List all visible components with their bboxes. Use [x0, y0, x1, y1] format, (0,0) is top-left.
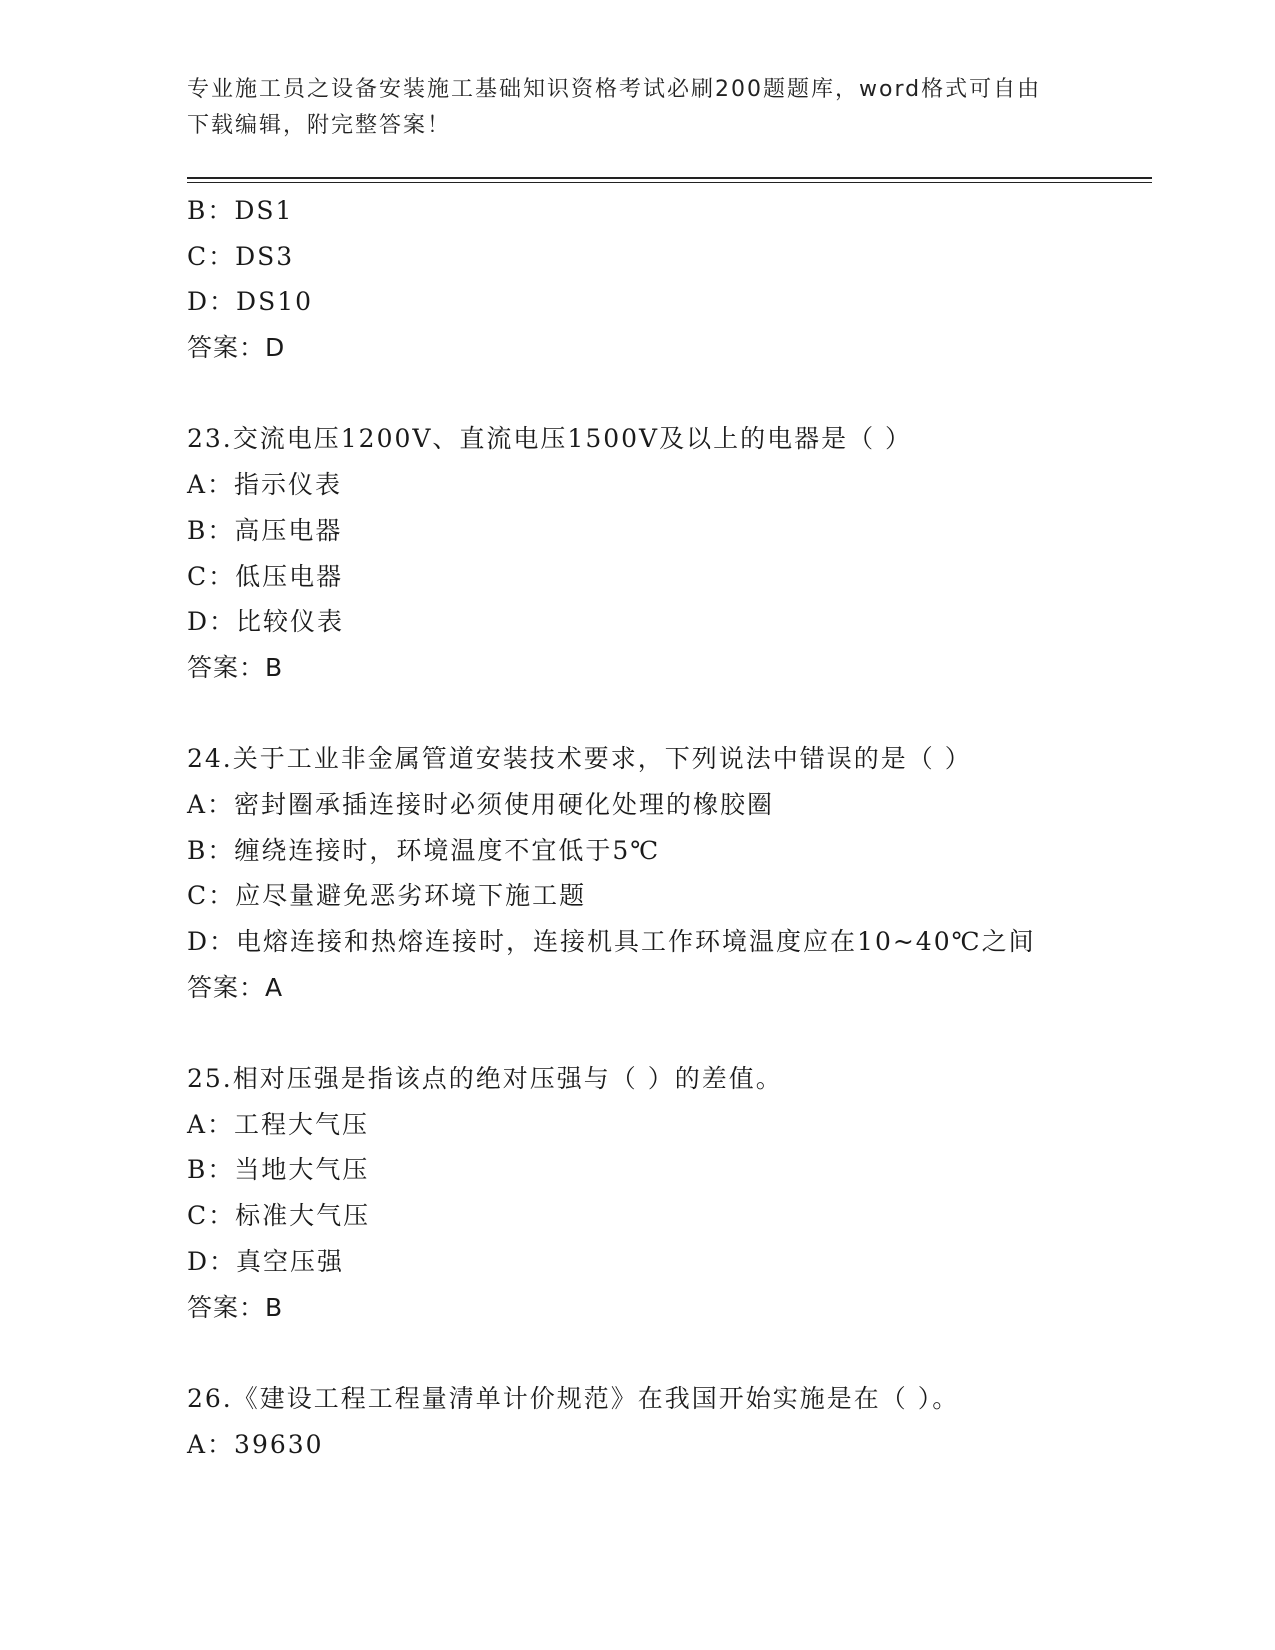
option-c: C：低压电器 — [187, 561, 344, 591]
option-a: A：密封圈承插连接时必须使用硬化处理的橡胶圈 — [187, 789, 775, 819]
header-line-1: 专业施工员之设备安装施工基础知识资格考试必刷200题题库，word格式可自由 — [187, 77, 1042, 102]
question-text: 25.相对压强是指该点的绝对压强与（ ）的差值。 — [187, 1064, 783, 1094]
header-rule-thin — [187, 182, 1152, 183]
header-line-2: 下载编辑，附完整答案！ — [187, 113, 452, 138]
question-26 — [187, 1376, 1147, 1467]
header-rule-thick — [187, 177, 1152, 179]
option-b: B：缠绕连接时，环境温度不宜低于5℃ — [187, 835, 661, 865]
question-24 — [187, 736, 1147, 1010]
question-list — [187, 188, 1147, 1467]
spacer — [187, 691, 1147, 737]
option-a: A：工程大气压 — [187, 1109, 370, 1139]
option-a: A：指示仪表 — [187, 470, 343, 500]
question-text: 23.交流电压1200V、直流电压1500V及以上的电器是（ ） — [187, 424, 913, 454]
option-a: A：39630 — [187, 1429, 324, 1459]
question-text: 24.关于工业非金属管道安装技术要求，下列说法中错误的是（ ） — [187, 744, 972, 774]
option-d: D：比较仪表 — [187, 607, 345, 637]
question-text: 26.《建设工程工程量清单计价规范》在我国开始实施是在（ ）。 — [187, 1383, 960, 1413]
option-c: C：应尽量避免恶劣环境下施工题 — [187, 881, 587, 911]
spacer — [187, 1010, 1147, 1056]
document-header — [187, 72, 1067, 144]
option-d: D：真空压强 — [187, 1246, 345, 1276]
option-c: C：标准大气压 — [187, 1201, 371, 1231]
option-c: C：DS3 — [187, 241, 295, 271]
answer: 答案：A — [187, 972, 284, 1002]
option-d: D：DS10 — [187, 287, 314, 317]
question-23 — [187, 416, 1147, 690]
option-b: B：当地大气压 — [187, 1155, 370, 1185]
spacer — [187, 1330, 1147, 1376]
answer: 答案：B — [187, 1292, 284, 1322]
question-22 — [187, 188, 1147, 371]
answer: 答案：B — [187, 652, 284, 682]
spacer — [187, 371, 1147, 417]
option-b: B：高压电器 — [187, 515, 343, 545]
option-b: B：DS1 — [187, 196, 294, 225]
answer: 答案：D — [187, 333, 286, 363]
option-d: D：电熔连接和热熔连接时，连接机具工作环境温度应在10~40℃之间 — [187, 927, 1036, 956]
question-25 — [187, 1056, 1147, 1330]
